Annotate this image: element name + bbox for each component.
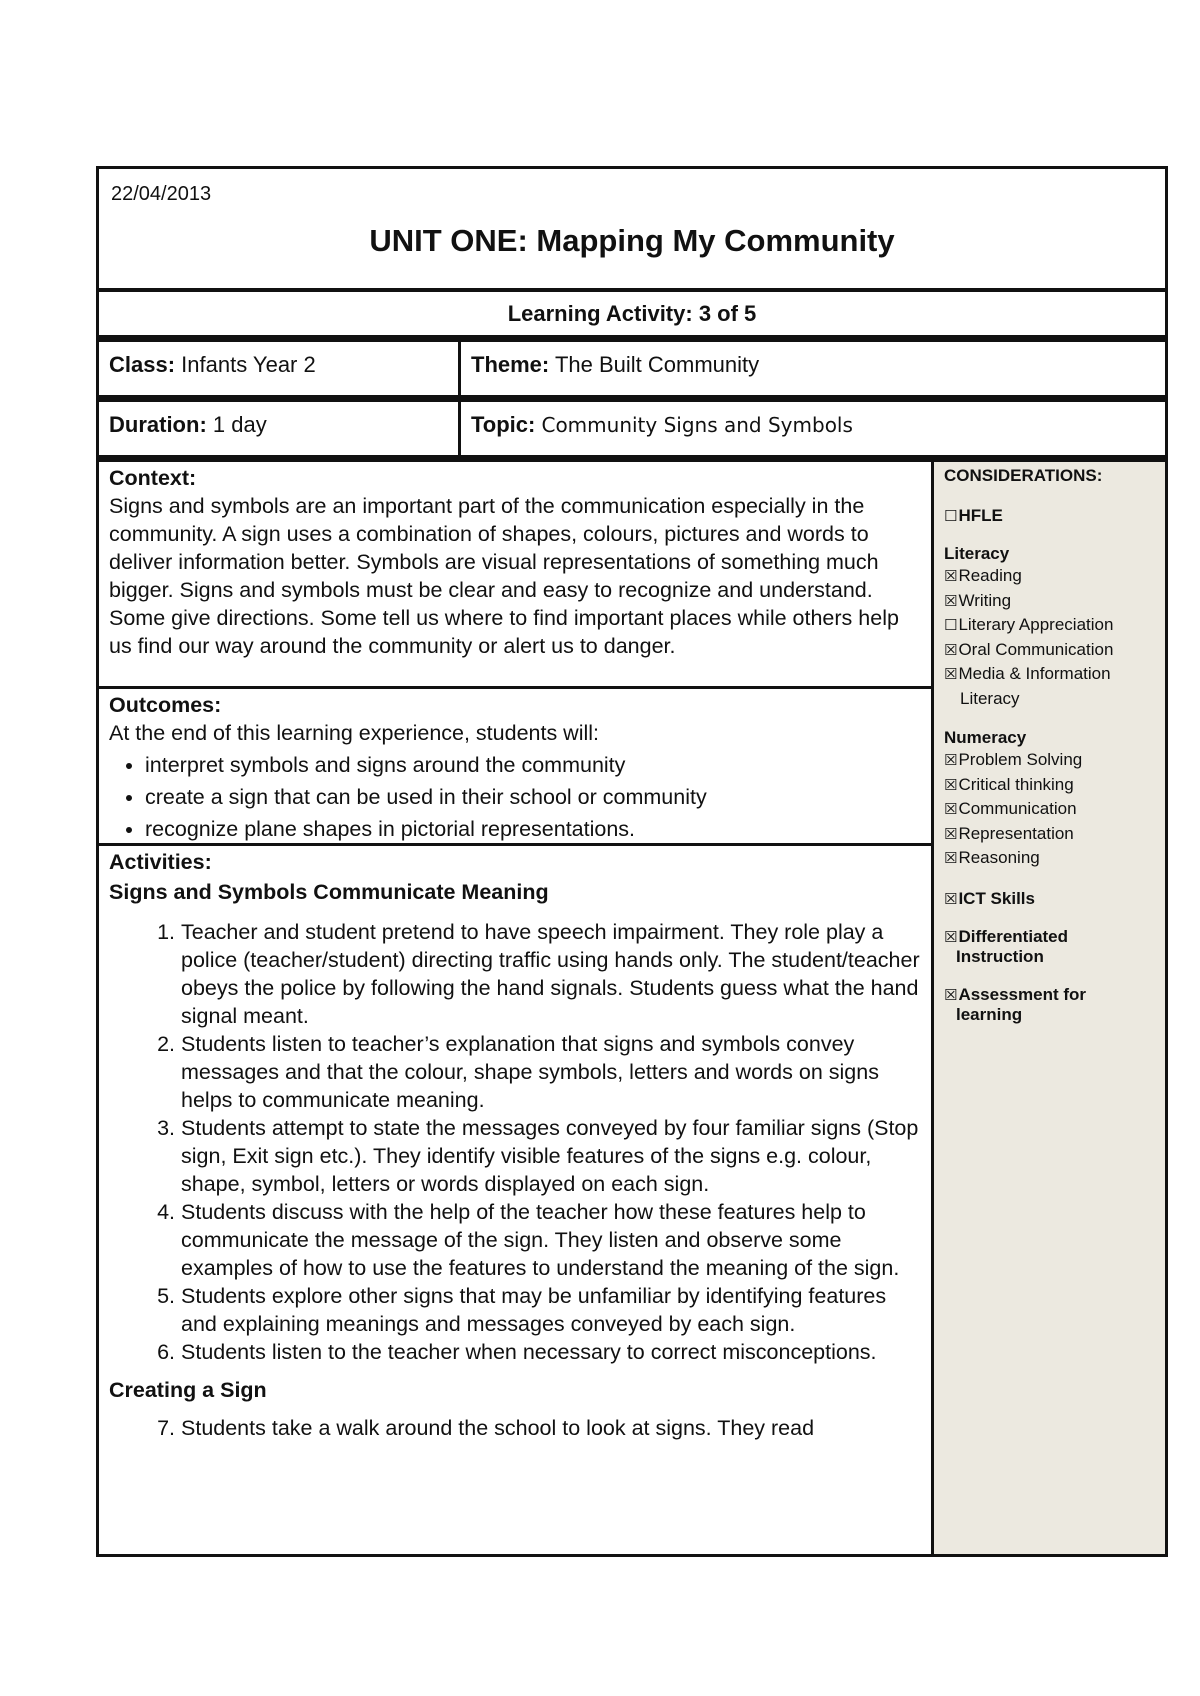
numeracy-item bbox=[944, 773, 1155, 798]
unit-title: UNIT ONE: Mapping My Community bbox=[369, 223, 895, 258]
outcomes-list bbox=[109, 751, 921, 843]
learning-activity-label: Learning Activity: bbox=[507, 300, 693, 326]
activities-list-2 bbox=[109, 1414, 921, 1442]
numeracy-item bbox=[944, 797, 1155, 822]
checkbox-icon: ☒ bbox=[944, 889, 958, 908]
outcomes-heading: Outcomes: bbox=[109, 693, 222, 717]
checkbox-icon: ☒ bbox=[944, 800, 958, 818]
numeracy-group bbox=[944, 728, 1155, 871]
numeracy-item bbox=[944, 846, 1155, 871]
checkbox-icon: ☒ bbox=[944, 665, 958, 683]
checkbox-icon: ☒ bbox=[944, 640, 958, 659]
list-item: 3. Students attempt to state the messages conveyed by four familiar signs (Stop sign, Exit sign etc.). They identify visible features of the signs e.g. colour, shape, symbol, letters or words displayed on each sign. bbox=[181, 1114, 921, 1198]
learning-activity-row bbox=[96, 288, 1168, 338]
ict-item bbox=[944, 889, 1155, 909]
class-value: Infants Year 2 bbox=[181, 352, 316, 377]
item-label: Problem Solving bbox=[958, 750, 1083, 769]
list-item: 6. Students listen to the teacher when necessary to correct misconceptions. bbox=[181, 1338, 921, 1366]
differentiated-item bbox=[944, 927, 1155, 967]
assessment-label: Assessment for bbox=[958, 984, 1087, 1004]
checkbox-icon: ☒ bbox=[944, 824, 958, 843]
topic-label: Topic: bbox=[471, 412, 536, 437]
theme-label: Theme: bbox=[471, 352, 550, 377]
activities-subheading-2: Creating a Sign bbox=[109, 1378, 267, 1402]
main-column bbox=[99, 462, 934, 1554]
list-item: • recognize plane shapes in pictorial representations. bbox=[145, 815, 921, 843]
numeracy-heading: Numeracy bbox=[944, 728, 1027, 747]
activities-section bbox=[99, 843, 931, 1446]
item-label: Representation bbox=[958, 823, 1074, 843]
class-cell bbox=[99, 342, 461, 395]
activities-list-1 bbox=[109, 918, 921, 1366]
literacy-heading: Literacy bbox=[944, 544, 1010, 563]
topic-cell bbox=[461, 402, 1165, 455]
literacy-item bbox=[944, 638, 1155, 663]
lesson-plan bbox=[96, 166, 1168, 1557]
checkbox-icon: ☒ bbox=[944, 927, 958, 946]
list-item: 4. Students discuss with the help of the teacher how these features help to communicate the message of the sign. They listen and observe some examples of how to use the features to understand the meaning of the sign. bbox=[181, 1198, 921, 1282]
literacy-item bbox=[944, 613, 1155, 638]
considerations-heading: CONSIDERATIONS: bbox=[944, 466, 1103, 485]
class-label: Class: bbox=[109, 352, 176, 377]
list-item: 1. Teacher and student pretend to have speech impairment. They role play a police (teacher/student) directing traffic using hands only. The student/teacher obeys the police by following the hand signals. Students guess what the hand signal meant. bbox=[181, 918, 921, 1030]
header-block bbox=[96, 166, 1168, 288]
context-heading: Context: bbox=[109, 466, 197, 490]
numeracy-item bbox=[944, 822, 1155, 847]
duration-cell bbox=[99, 402, 461, 455]
literacy-item bbox=[944, 564, 1155, 589]
item-label: Reading bbox=[958, 566, 1022, 585]
hfle-item bbox=[944, 506, 1155, 526]
literacy-item bbox=[944, 662, 1155, 687]
checkbox-icon: ☒ bbox=[944, 591, 958, 610]
outcomes-intro: At the end of this learning experience, students will: bbox=[109, 721, 600, 745]
item-label: Media & Information bbox=[958, 664, 1111, 683]
list-item: • create a sign that can be used in their school or community bbox=[145, 783, 921, 811]
context-section bbox=[99, 462, 931, 686]
item-label: Communication bbox=[958, 799, 1077, 818]
item-label: Oral Communication bbox=[958, 639, 1114, 659]
assessment-item bbox=[944, 985, 1155, 1025]
checkbox-icon: ☒ bbox=[944, 775, 958, 794]
context-text: Signs and symbols are an important part of the communication especially in the community. A sign uses a combination of shapes, colours, pictures and words to deliver information better. Symbols are visual representations of something much bigger. Signs and symbols must be clear and easy to recognize and understand. Some give directions. Some tell us where to find important places while others help us find our way around the community or alert us to danger. bbox=[109, 494, 899, 658]
numeracy-item bbox=[944, 748, 1155, 773]
date: 22/04/2013 bbox=[111, 183, 212, 205]
literacy-group bbox=[944, 544, 1155, 710]
item-label: Reasoning bbox=[958, 848, 1040, 867]
checkbox-icon: ☒ bbox=[944, 751, 958, 769]
outcomes-section bbox=[99, 686, 931, 843]
checkbox-icon: ☐ bbox=[944, 616, 958, 634]
list-item: 7. Students take a walk around the school to look at signs. They read bbox=[181, 1414, 921, 1442]
activities-subheading-1: Signs and Symbols Communicate Meaning bbox=[109, 880, 549, 904]
duration-label: Duration: bbox=[109, 412, 207, 437]
class-theme-row bbox=[96, 338, 1168, 398]
list-item: 5. Students explore other signs that may be unfamiliar by identifying features and explaining meanings and messages conveyed by each sign. bbox=[181, 1282, 921, 1338]
literacy-item bbox=[944, 589, 1155, 614]
checkbox-icon: ☒ bbox=[944, 849, 958, 867]
list-item: • interpret symbols and signs around the community bbox=[145, 751, 921, 779]
differentiated-label: Differentiated bbox=[958, 926, 1069, 946]
item-label: Critical thinking bbox=[958, 774, 1074, 794]
hfle-label: HFLE bbox=[958, 506, 1003, 525]
item-label: Literary Appreciation bbox=[958, 615, 1114, 634]
topic-value: Community Signs and Symbols bbox=[541, 413, 853, 437]
checkbox-icon: ☐ bbox=[944, 507, 958, 525]
duration-value: 1 day bbox=[212, 412, 267, 437]
checkbox-icon: ☒ bbox=[944, 567, 958, 585]
literacy-item-continuation: Literacy bbox=[960, 688, 1020, 708]
ict-label: ICT Skills bbox=[958, 888, 1035, 908]
item-label: Writing bbox=[958, 590, 1012, 610]
considerations-column bbox=[934, 462, 1165, 1554]
activities-heading: Activities: bbox=[109, 850, 212, 874]
duration-topic-row bbox=[96, 398, 1168, 458]
theme-cell bbox=[461, 342, 1165, 395]
learning-activity-value: 3 of 5 bbox=[698, 300, 757, 326]
body-row bbox=[96, 458, 1168, 1557]
assessment-label-line2: learning bbox=[956, 1004, 1023, 1024]
theme-value: The Built Community bbox=[554, 352, 760, 377]
checkbox-icon: ☒ bbox=[944, 985, 958, 1004]
differentiated-label-line2: Instruction bbox=[956, 946, 1044, 966]
list-item: 2. Students listen to teacher’s explanation that signs and symbols convey messages and that the colour, shape symbols, letters and words on signs helps to communicate meaning. bbox=[181, 1030, 921, 1114]
